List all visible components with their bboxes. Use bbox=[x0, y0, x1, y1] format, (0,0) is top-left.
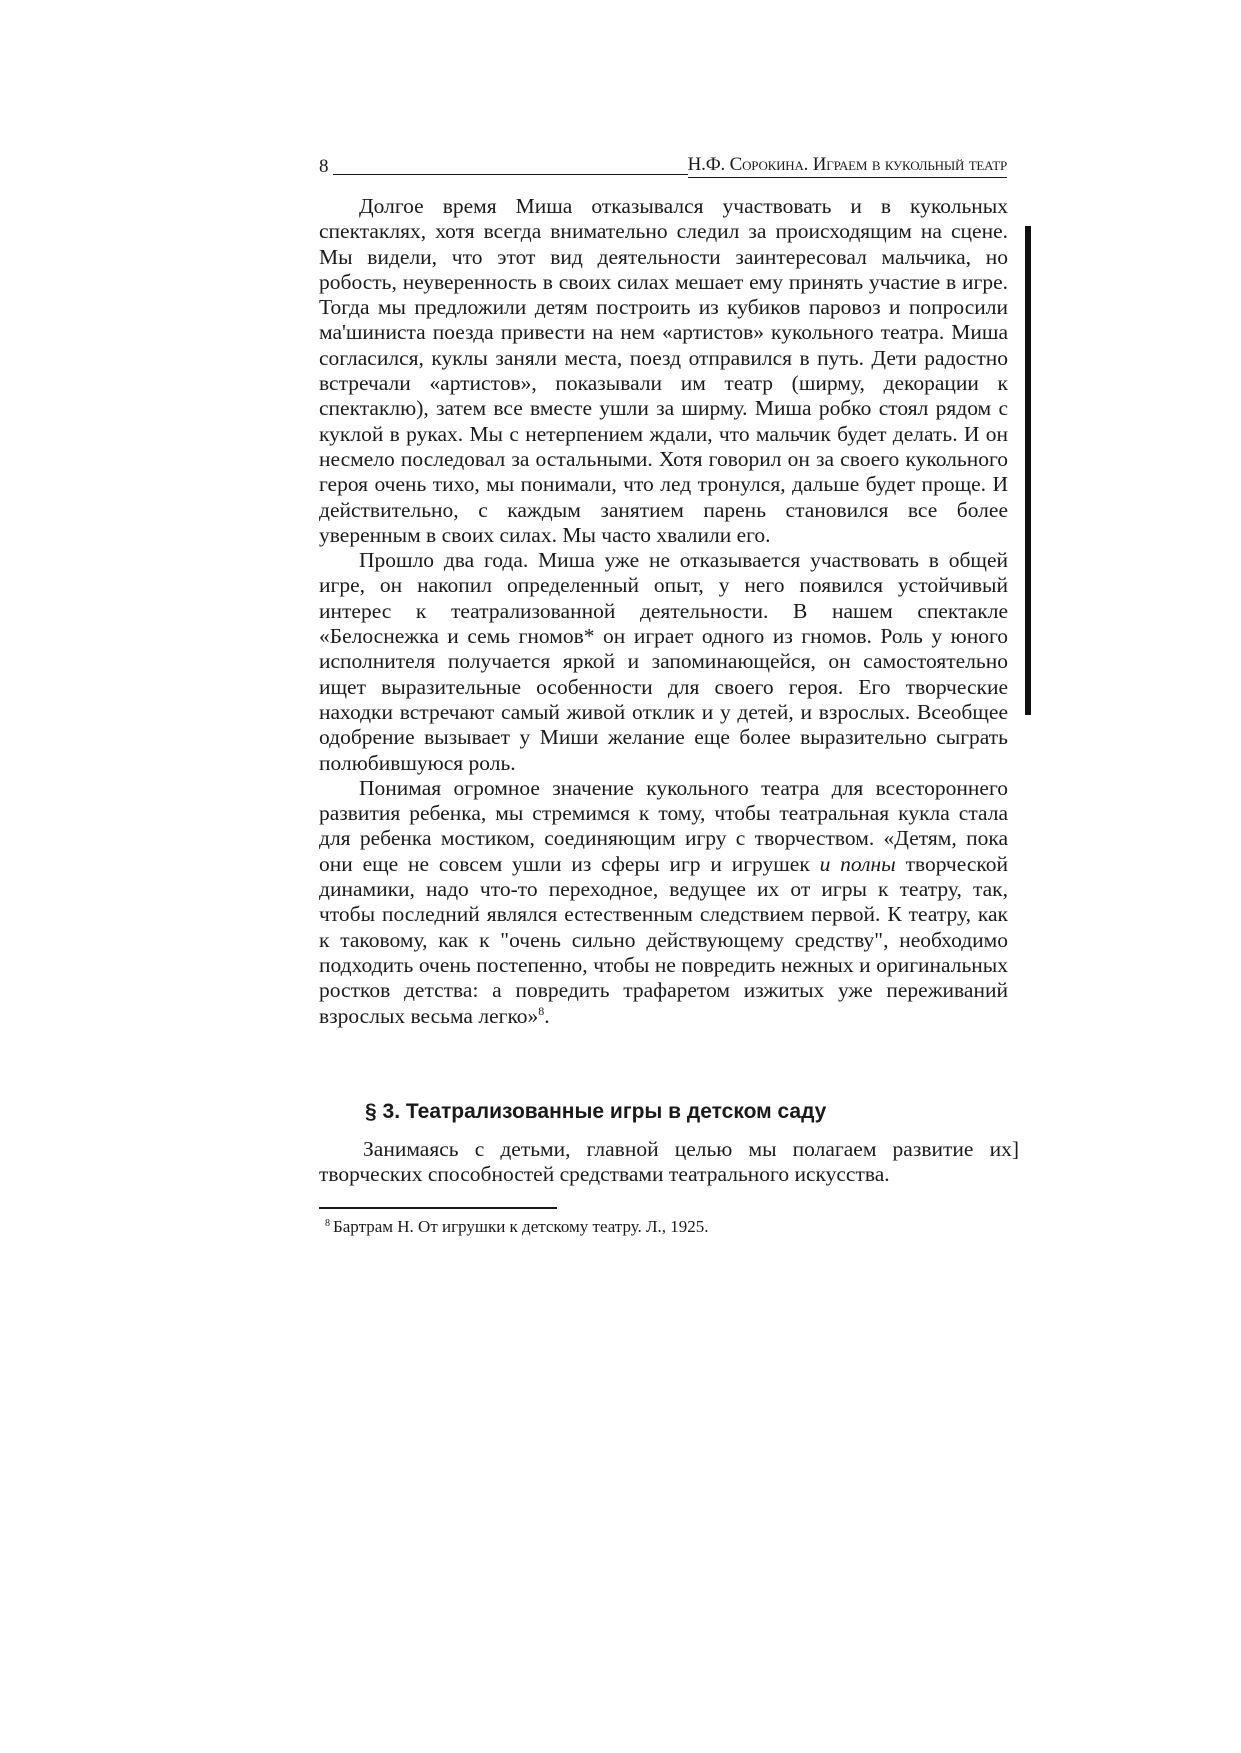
paragraph: Занимаясь с детьми, главной целью мы полагаем развитие их] творческих способностей средствами театрального искусства. bbox=[319, 1137, 1019, 1187]
running-title: Н.Ф. Сорокина. Играем в кукольный театр bbox=[688, 154, 1007, 178]
paragraph-text: Понимая огромное значение кукольного театра для всестороннего развития ребенка, мы стремимся к тому, чтобы театральная кукла стала для ребенка мостиком, соединяющим игру с творчеством. «Детям, пока они еще не совсем ушли из сферы игр и игрушек bbox=[319, 775, 1008, 876]
page-number: 8 bbox=[319, 156, 329, 177]
footnote-number: 8 bbox=[325, 1218, 330, 1229]
footnote-text: Бартрам Н. От игрушки к детскому театру. Л., 1925. bbox=[333, 1217, 709, 1236]
footnote-separator bbox=[319, 1207, 557, 1209]
margin-change-bar bbox=[1025, 226, 1031, 715]
paragraph-quote bbox=[319, 776, 1008, 1029]
paragraph-end: . bbox=[544, 1003, 550, 1028]
body-text bbox=[319, 194, 1008, 1029]
header-rule bbox=[333, 174, 688, 175]
paragraph: Прошло два года. Миша уже не отказывается участвовать в общей игре, он накопил определенный опыт, у него появился устойчивый интерес к театрализованной деятельности. В нашем спектакле «Белоснежка и семь гномов* он играет одного из гномов. Роль у юного исполнителя получается яркой и запоминающейся, он самостоятельно ищет выразительные особенности для своего героя. Его творческие находки встречают самый живой отклик и у детей, и взрослых. Всеобщее одобрение вызывает у Миши желание еще более выразительно сыграть полюбившуюся роль. bbox=[319, 548, 1008, 775]
section-heading: § 3. Театрализованные игры в детском саду bbox=[365, 1100, 827, 1123]
footnote bbox=[325, 1217, 709, 1237]
paragraph-text: творческой динамики, надо что-то переходное, ведущее их от игры к театру, так, чтобы последний являлся естественным следствием первой. К театру, как к таковому, как к "очень сильно действующему средству", необходимо подходить очень постепенно, чтобы не повредить нежных и оригинальных ростков детства: а повредить трафаретом изжитых уже переживаний взрослых весьма легко» bbox=[319, 851, 1008, 1028]
paragraph: Долгое время Миша отказывался участвовать и в кукольных спектаклях, хотя всегда внимательно следил за происходящим на сцене. Мы видели, что этот вид деятельности заинтересовал мальчика, но робость, неуверенность в своих силах мешает ему принять участие в игре. Тогда мы предложили детям построить из кубиков паровоз и попросили ма'шиниста поезда привести на нем «артистов» кукольного театра. Миша согласился, куклы заняли места, поезд отправился в путь. Дети радостно встречали «артистов», показывали им театр (ширму, декорации к спектаклю), затем все вместе ушли за ширму. Миша робко стоял рядом с куклой в руках. Мы с нетерпением ждали, что мальчик будет делать. И он несмело последовал за остальными. Хотя говорил он за своего кукольного героя очень тихо, мы понимали, что лед тронулся, дальше будет проще. И действительно, с каждым занятием парень становился все более уверенным в своих силах. Мы часто хвалили его. bbox=[319, 194, 1008, 547]
italic-text: и полны bbox=[819, 851, 896, 876]
section-text bbox=[319, 1137, 1019, 1188]
running-header bbox=[319, 150, 1007, 178]
footnote-reference[interactable]: 8 bbox=[538, 1003, 545, 1018]
